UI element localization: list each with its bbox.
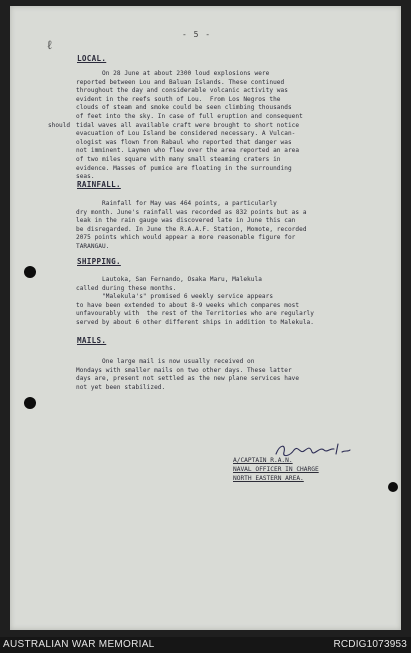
margin-word-should: should: [48, 122, 71, 129]
punch-hole-bottom: [24, 397, 36, 409]
heading-mails: MAILS.: [77, 336, 107, 345]
footer-institution: AUSTRALIAN WAR MEMORIAL: [3, 639, 155, 650]
margin-mark: ℓ: [46, 38, 54, 52]
punch-hole-top: [24, 266, 36, 278]
archive-footer: [0, 637, 411, 653]
punch-hole-right: [388, 482, 398, 492]
footer-record-id: RCDIG1073953: [333, 639, 407, 650]
paragraph-local: On 28 June at about 2300 loud explosions were reported between Lou and Baluan Islands. These continued throughout the day and considerable volcanic activity was evident in the reefs south of Lou. From Los Negros the clouds of steam and smoke could be seen climbing thousands of feet into the sky. In case of full eruption and consequent tidal waves all available craft were brought to short notice evacuation of Lou Island be considered necessary. A Vulcan- ologist was flown from Rabaul who reported that danger was not imminent. Laymen who flew over the area reported an area of two miles square with many small steaming craters in evidence. Masses of pumice are floating in the surrounding seas.: [76, 70, 303, 181]
signature-block: [233, 456, 383, 483]
heading-rainfall: RAINFALL.: [77, 180, 121, 189]
paragraph-shipping: Lautoka, San Fernando, Osaka Maru, Malekula called during these months. "Malekula's" promised 6 weekly service appears to have been extended to about 8-9 weeks which compares most unfavourably with the rest of the Territories who are regularly served by about 6 other different ships in addition to Malekula.: [76, 276, 314, 326]
heading-shipping: SHIPPING.: [77, 257, 121, 266]
signature-rank: A/CAPTAIN R.A.N.: [233, 457, 293, 464]
document-page: [10, 6, 401, 630]
paragraph-rainfall: Rainfall for May was 464 points, a particularly dry month. June's rainfall was recorded as 832 points but as a leak in the rain gauge was discovered late in June this can be disregarded. In June the R.A.A.F. Station, Momote, recorded 2075 points which would appear a more reasonable figure for TARANGAU.: [76, 200, 307, 250]
signature-area: NORTH EASTERN AREA.: [233, 475, 304, 482]
signature-title: NAVAL OFFICER IN CHARGE: [233, 466, 319, 473]
paragraph-mails: One large mail is now usually received on Mondays with smaller mails on two other days. These latter days are, present not settled as the new plane services have not yet been stabilized.: [76, 358, 300, 391]
heading-local: LOCAL.: [77, 54, 107, 63]
page-number: - 5 -: [182, 30, 212, 39]
